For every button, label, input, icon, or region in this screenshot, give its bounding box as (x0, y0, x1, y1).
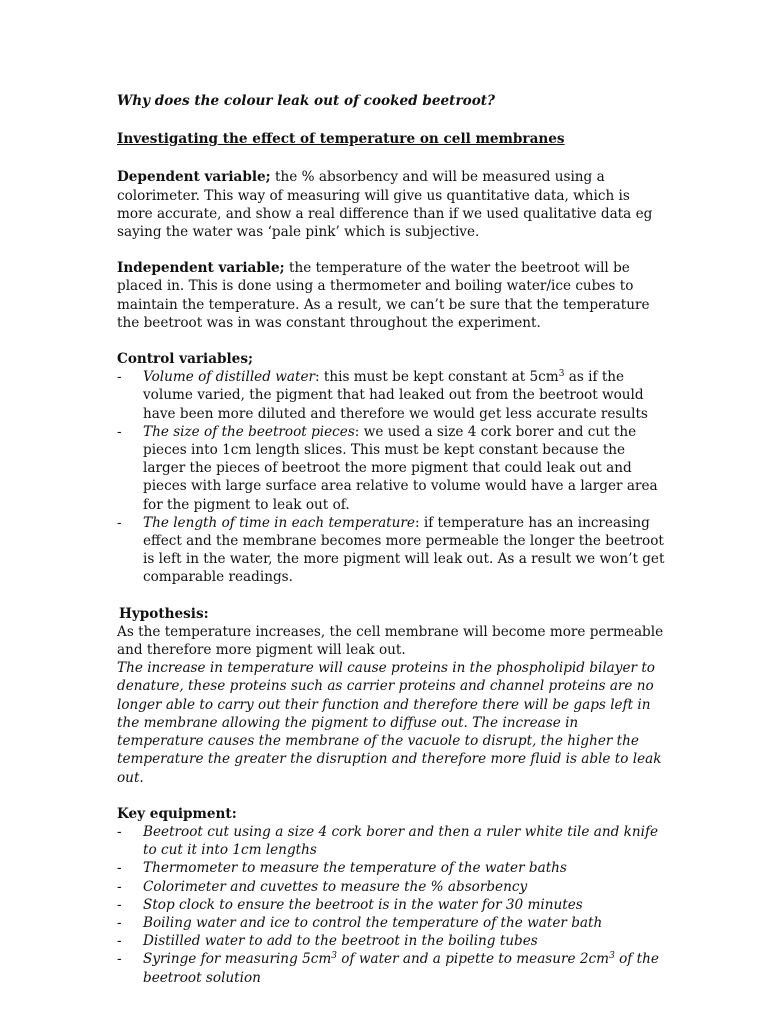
list-bullet: - (117, 823, 122, 840)
dependent-variable-label: Dependent variable; (117, 169, 271, 186)
equipment-item-text: Syringe for measuring 5cm (143, 951, 332, 968)
hypothesis-heading: Hypothesis: (119, 605, 209, 622)
key-equipment-heading: Key equipment: (117, 805, 237, 822)
superscript: 3 (558, 369, 565, 380)
list-bullet: - (117, 896, 122, 913)
dependent-variable-paragraph (117, 168, 668, 241)
list-item (117, 896, 668, 914)
list-item (117, 423, 668, 514)
control-variables-heading: Control variables; (117, 351, 254, 368)
list-bullet: - (117, 514, 122, 531)
list-item (117, 932, 668, 950)
document-title: Why does the colour leak out of cooked beetroot? (117, 93, 496, 109)
list-item (117, 914, 668, 932)
equipment-list (117, 823, 668, 987)
equipment-item-text: Beetroot cut using a size 4 cork borer and then a ruler white tile and knife to cut it into 1cm lengths (143, 823, 659, 859)
control-variable-name: Volume of distilled water (143, 369, 315, 386)
equipment-item-text: of the beetroot solution (143, 951, 659, 986)
control-variable-text: as if the volume varied, the pigment that had leaked out from the beetroot would have been more diluted and therefore we would get less accurate results (143, 369, 648, 422)
list-item (117, 823, 668, 859)
list-item (117, 859, 668, 877)
superscript: 3 (331, 951, 337, 962)
control-variables-list (117, 368, 668, 586)
list-item (117, 950, 668, 986)
list-bullet: - (117, 860, 122, 877)
equipment-item-text: Distilled water to add to the beetroot in the boiling tubes (143, 933, 538, 950)
list-bullet: - (117, 878, 122, 895)
document-subtitle: Investigating the effect of temperature on cell membranes (117, 131, 565, 148)
equipment-item-text: Thermometer to measure the temperature of the water baths (143, 860, 567, 877)
equipment-item-text: Boiling water and ice to control the temperature of the water bath (143, 914, 603, 931)
list-bullet: - (117, 914, 122, 931)
list-item (117, 514, 668, 587)
hypothesis-explanation: The increase in temperature will cause proteins in the phospholipid bilayer to denature, these proteins such as carrier proteins and channel proteins are no longer able to carry out their function and therefore there will be gaps left in the membrane allowing the pigment to diffuse out. The increase in temperature causes the membrane of the vacuole to disrupt, the higher the temperature the greater the disruption and therefore more fluid is able to leak out. (117, 660, 662, 786)
control-variable-name: The length of time in each temperature (143, 514, 415, 531)
list-bullet: - (117, 369, 122, 386)
list-bullet: - (117, 951, 122, 968)
dependent-variable-text: the % absorbency and will be measured using a colorimeter. This way of measuring will give us quantitative data, which is more accurate, and show a real difference than if we used qualitative data eg saying the water was ‘pale pink’ which is subjective. (117, 169, 653, 241)
independent-variable-paragraph (117, 259, 668, 332)
superscript: 3 (609, 951, 615, 962)
list-bullet: - (117, 933, 122, 950)
list-bullet: - (117, 423, 122, 440)
equipment-item-text: of water and a pipette to measure 2cm (336, 951, 610, 968)
control-variable-text: : this must be kept constant at 5cm (315, 369, 559, 386)
control-variable-text: : if temperature has an increasing effect and the membrane becomes more permeable the longer the beetroot is left in the water, the more pigment will leak out. As a result we won’t get comparable readings. (143, 514, 665, 586)
list-item (117, 368, 668, 423)
independent-variable-text: the temperature of the water the beetroot will be placed in. This is done using a thermometer and boiling water/ice cubes to maintain the temperature. As a result, we can’t be sure that the temperature the beetroot was in was constant throughout the experiment. (117, 260, 650, 331)
hypothesis-statement: As the temperature increases, the cell membrane will become more permeable and therefore more pigment will leak out. (117, 623, 664, 659)
independent-variable-label: Independent variable; (117, 260, 285, 277)
equipment-item-text: Colorimeter and cuvettes to measure the % absorbency (143, 878, 528, 895)
control-variable-text: : we used a size 4 cork borer and cut the pieces into 1cm length slices. This must be kept constant because the larger the pieces of beetroot the more pigment that could leak out and pieces with large surface area relative to volume would have a larger area for the pigment to leak out of. (143, 423, 658, 513)
equipment-item-text: Stop clock to ensure the beetroot is in the water for 30 minutes (143, 896, 583, 913)
list-item (117, 878, 668, 896)
control-variable-name: The size of the beetroot pieces (143, 423, 355, 440)
